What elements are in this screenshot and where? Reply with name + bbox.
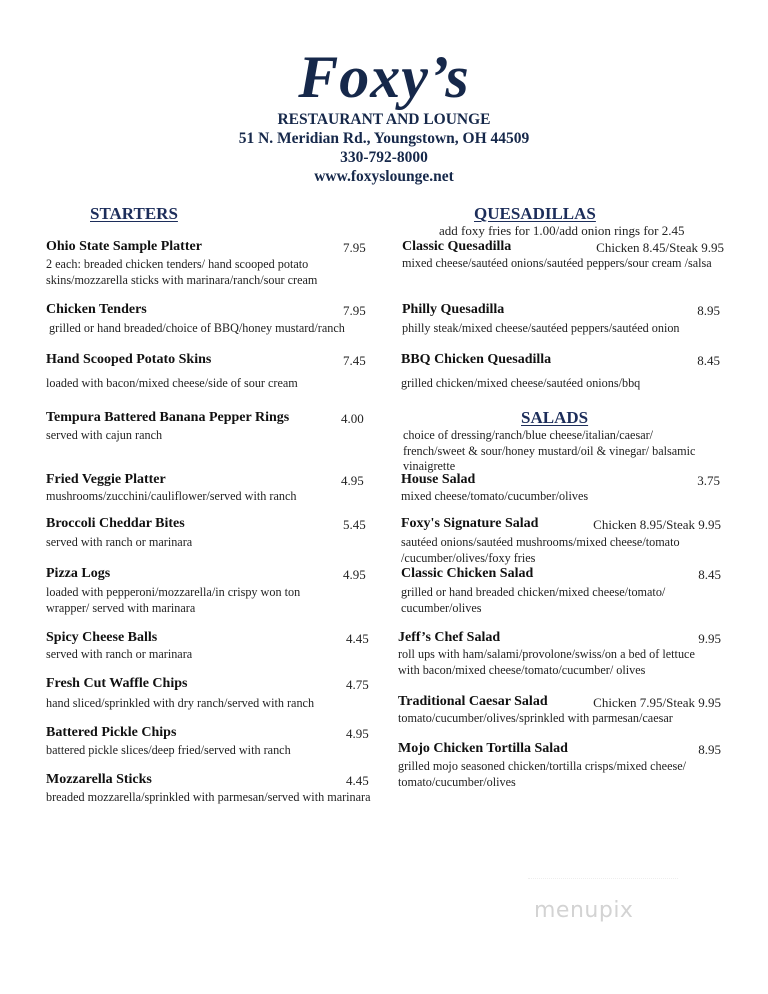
item-name: Pizza Logs [46,566,111,581]
item-name: Jeff’s Chef Salad [398,630,501,645]
item-name: Hand Scooped Potato Skins [46,352,212,367]
item-description: grilled chicken/mixed cheese/sautéed onions/bbq [401,376,641,390]
item-price: 9.95 [698,631,721,646]
item-name: Foxy's Signature Salad [401,516,539,531]
item-name: Philly Quesadilla [402,302,505,317]
item-description: mixed cheese/tomato/cucumber/olives [401,489,589,503]
section-title-starters: STARTERS [90,204,178,223]
item-name: Mozzarella Sticks [46,772,152,787]
item-description: served with cajun ranch [46,428,163,442]
item-price: 5.45 [343,517,366,532]
item-price: 4.95 [343,567,366,582]
item-name: Classic Chicken Salad [401,566,534,581]
item-name: Chicken Tenders [46,302,147,317]
item-name: Classic Quesadilla [402,239,512,254]
item-price: 8.95 [698,742,721,757]
item-price: 8.45 [697,353,720,368]
restaurant-website: www.foxyslounge.net [314,168,454,185]
item-description: served with ranch or marinara [46,535,193,549]
item-name: Traditional Caesar Salad [398,694,548,709]
item-price: 4.00 [341,411,364,426]
item-description: mushrooms/zucchini/cauliflower/served with ranch [46,489,297,503]
item-description: tomato/cucumber/olives/sprinkled with parmesan/caesar [398,711,673,725]
item-description: philly steak/mixed cheese/sautéed peppers/sautéed onion [402,321,680,335]
item-description: 2 each: breaded chicken tenders/ hand scooped potato skins/mozzarella sticks with marinara/ranch/sour cream [46,257,318,287]
restaurant-address: 51 N. Meridian Rd., Youngstown, OH 44509 [238,130,530,147]
item-description: hand sliced/sprinkled with dry ranch/served with ranch [46,696,315,710]
item-name: Spicy Cheese Balls [46,630,158,645]
item-price: Chicken 8.45/Steak 9.95 [596,240,724,255]
item-description: sautéed onions/sautéed mushrooms/mixed cheese/tomato /cucumber/olives/foxy fries [401,535,680,565]
item-price: 4.75 [346,677,369,692]
section-title-salads: SALADS [521,408,589,427]
item-name: Ohio State Sample Platter [46,239,202,254]
item-description: served with ranch or marinara [46,647,193,661]
item-price: 4.95 [346,726,369,741]
salads-dressing-note: choice of dressing/ranch/blue cheese/italian/caesar/ french/sweet & sour/honey mustard/oil & vinegar/ balsamic vinaigrette [403,428,696,473]
item-price: 4.45 [346,773,369,788]
item-name: Mojo Chicken Tortilla Salad [398,741,568,756]
item-description: grilled or hand breaded chicken/mixed cheese/tomato/ cucumber/olives [401,585,666,615]
item-name: Broccoli Cheddar Bites [46,516,185,531]
item-description: roll ups with ham/salami/provolone/swiss/on a bed of lettuce with bacon/mixed cheese/tomato/cucumber/ olives [398,647,695,677]
watermark-faint-line [528,878,678,885]
item-description: loaded with pepperoni/mozzarella/in crispy won ton wrapper/ served with marinara [46,585,301,615]
item-price: 8.45 [698,567,721,582]
item-price: Chicken 8.95/Steak 9.95 [593,517,721,532]
restaurant-subtitle: RESTAURANT AND LOUNGE [277,111,491,128]
item-description: loaded with bacon/mixed cheese/side of sour cream [46,376,298,390]
section-title-quesadillas: QUESADILLAS [474,204,596,223]
item-name: Battered Pickle Chips [46,725,177,740]
menupix-watermark: menupix [534,898,634,923]
item-name: Tempura Battered Banana Pepper Rings [46,410,290,425]
item-price: 7.95 [343,303,366,318]
quesadillas-addon-note: add foxy fries for 1.00/add onion rings for 2.45 [439,223,685,238]
item-description: grilled or hand breaded/choice of BBQ/honey mustard/ranch [46,321,345,335]
item-description: breaded mozzarella/sprinkled with parmesan/served with marinara [46,790,371,804]
item-description: grilled mojo seasoned chicken/tortilla crisps/mixed cheese/ tomato/cucumber/olives [398,759,687,789]
restaurant-logo: Foxy’s [298,44,470,110]
item-price: 7.45 [343,353,366,368]
item-price: 4.45 [346,631,369,646]
item-description: battered pickle slices/deep fried/served with ranch [46,743,291,757]
item-name: House Salad [401,472,476,487]
item-price: 7.95 [343,240,366,255]
item-price: 3.75 [697,473,720,488]
item-description: mixed cheese/sautéed onions/sautéed peppers/sour cream /salsa [402,256,712,270]
item-price: 4.95 [341,473,364,488]
menu-header [0,44,768,186]
item-name: Fried Veggie Platter [46,472,166,487]
item-price: Chicken 7.95/Steak 9.95 [593,695,721,710]
item-price: 8.95 [697,303,720,318]
item-name: BBQ Chicken Quesadilla [401,352,552,367]
restaurant-phone: 330-792-8000 [340,149,428,166]
item-name: Fresh Cut Waffle Chips [46,676,188,691]
